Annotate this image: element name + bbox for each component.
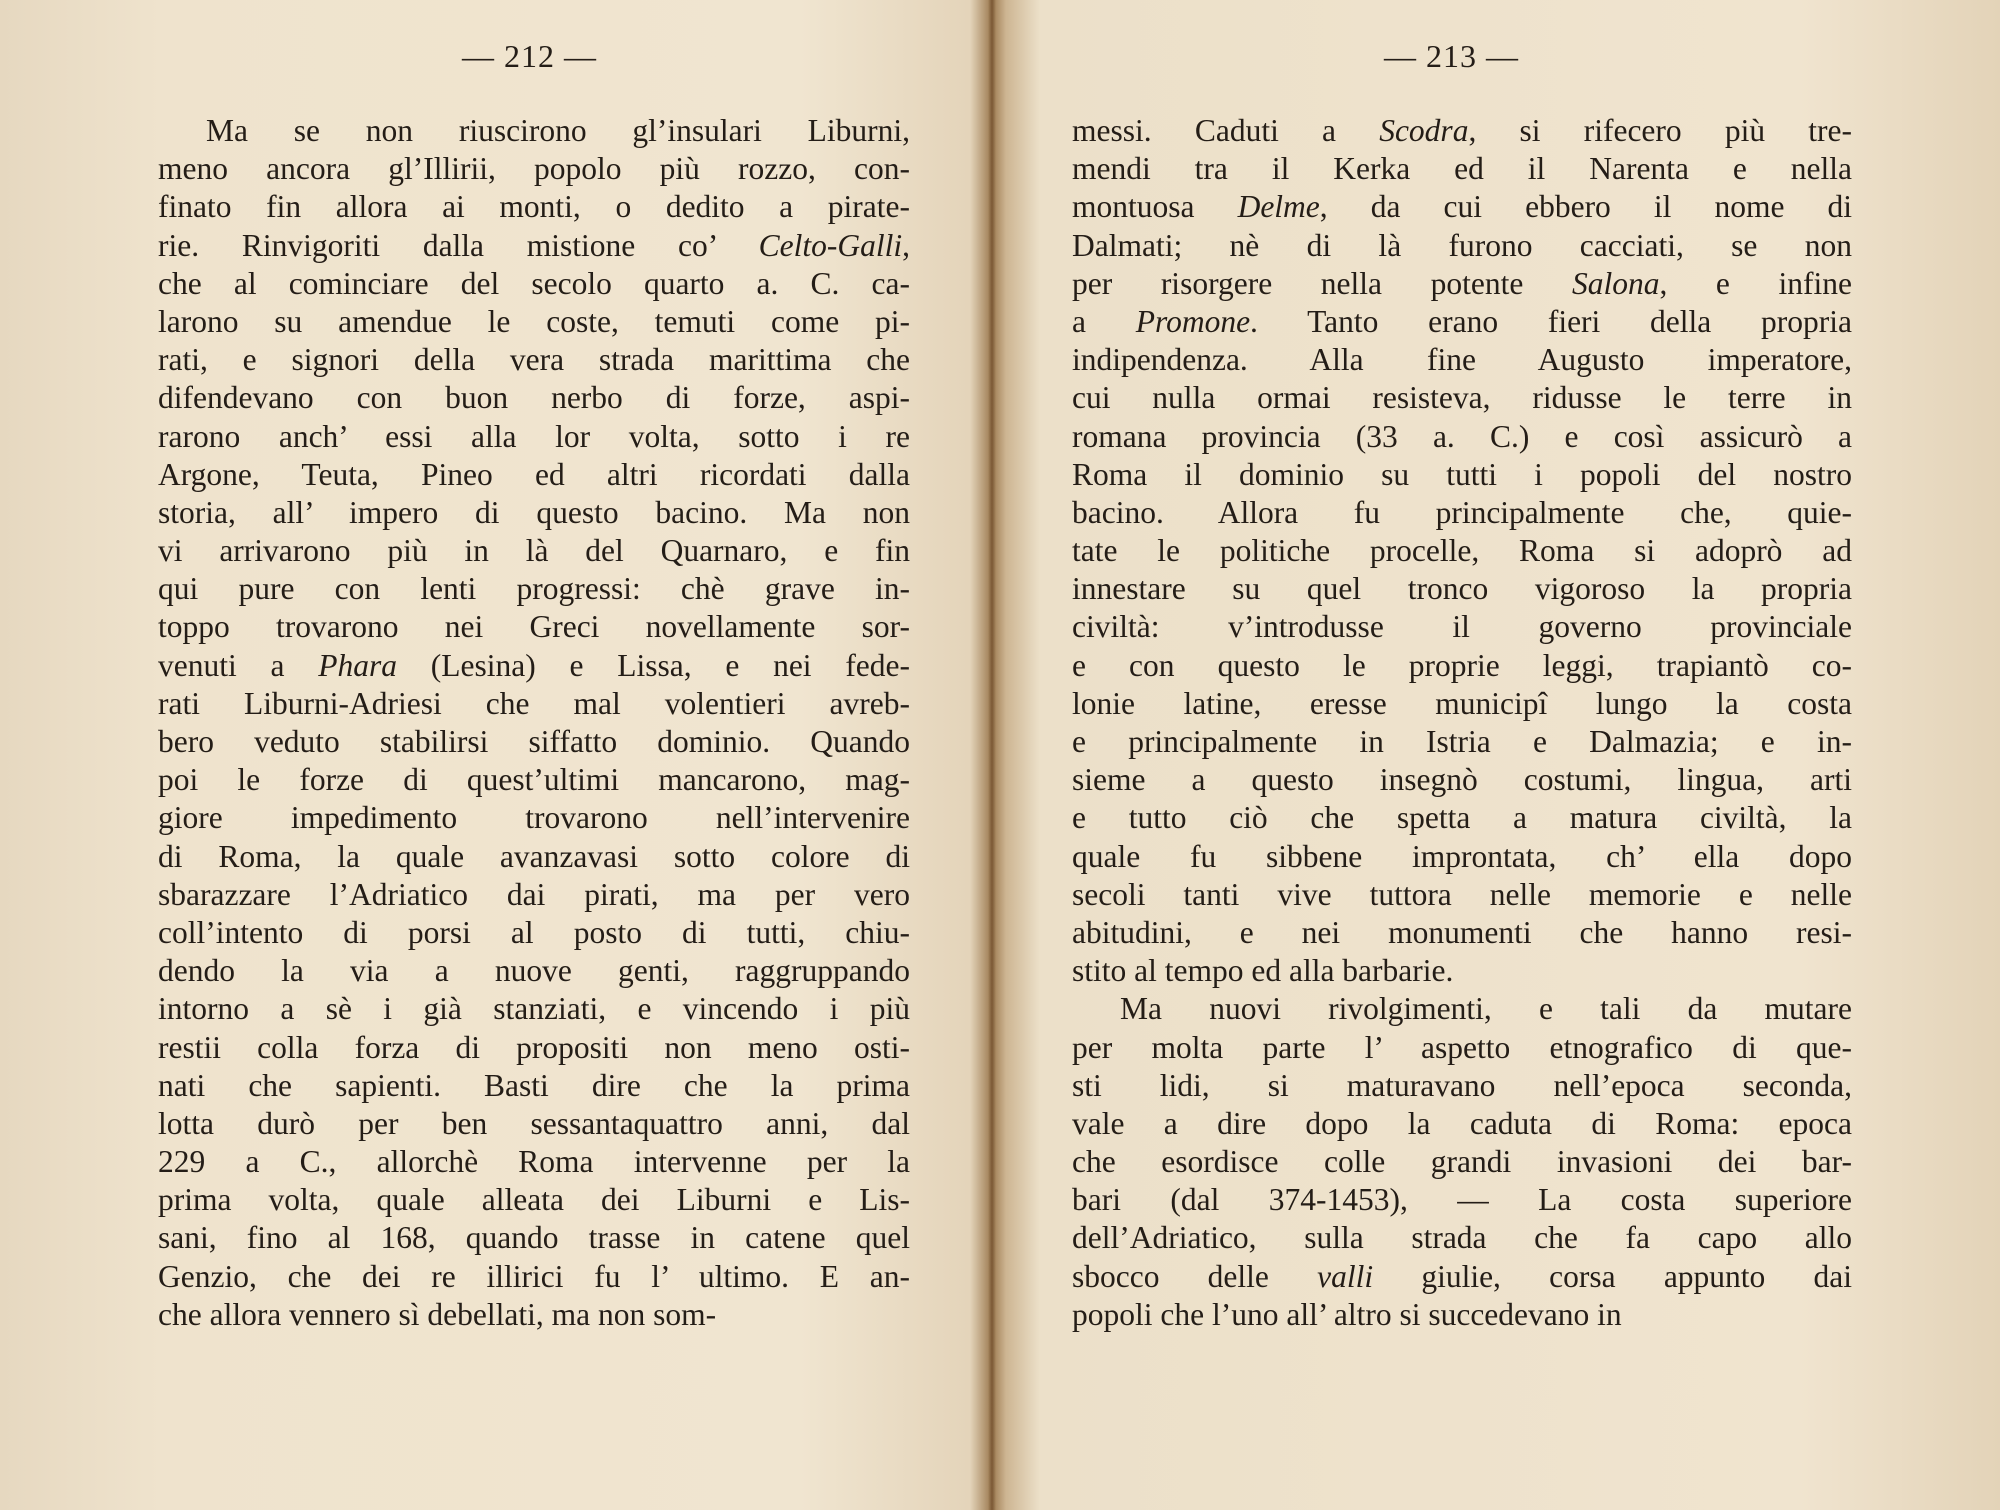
- text-line: venuti a Phara (Lesina) e Lissa, e nei fede-: [158, 647, 910, 683]
- text-line: dendo la via a nuove genti, raggruppando: [158, 953, 910, 989]
- text-line: e con questo le proprie leggi, trapiantò co-: [1072, 647, 1852, 683]
- text-line: toppo trovarono nei Greci novellamente sor-: [158, 609, 910, 645]
- text-line: sti lidi, si maturavano nell’epoca seconda,: [1072, 1067, 1852, 1103]
- text-line: sani, fino al 168, quando trasse in catene quel: [158, 1220, 910, 1256]
- text-line: montuosa Delme, da cui ebbero il nome di: [1072, 189, 1852, 225]
- text-line: e tutto ciò che spetta a matura civiltà, la: [1072, 800, 1852, 836]
- text-line: sbocco delle valli giulie, corsa appunto dai: [1072, 1258, 1852, 1294]
- text-line: per risorgere nella potente Salona, e infine: [1072, 265, 1852, 301]
- text-line: meno ancora gl’Illirii, popolo più rozzo, con-: [158, 151, 910, 187]
- text-line: civiltà: v’introdusse il governo provinciale: [1072, 609, 1852, 645]
- text-line: Roma il dominio su tutti i popoli del nostro: [1072, 456, 1852, 492]
- text-line: vale a dire dopo la caduta di Roma: epoca: [1072, 1105, 1852, 1141]
- text-line: intorno a sè i già stanziati, e vincendo i più: [158, 991, 910, 1027]
- text-line: storia, all’ impero di questo bacino. Ma non: [158, 494, 910, 530]
- text-line: per molta parte l’ aspetto etnografico di que-: [1072, 1029, 1852, 1065]
- text-line: Ma se non riuscirono gl’insulari Liburni,: [206, 113, 910, 148]
- text-line: lonie latine, eresse municipî lungo la costa: [1072, 685, 1852, 721]
- text-line: difendevano con buon nerbo di forze, aspi-: [158, 380, 910, 416]
- left-page: [0, 0, 990, 1510]
- text-line: rati Liburni-Adriesi che mal volentieri avreb-: [158, 685, 910, 721]
- text-line: stito al tempo ed alla barbarie.: [1072, 953, 1454, 989]
- text-line: qui pure con lenti progressi: chè grave in-: [158, 571, 910, 607]
- text-line: sbarazzare l’Adriatico dai pirati, ma per vero: [158, 876, 910, 912]
- text-line: di Roma, la quale avanzavasi sotto colore di: [158, 838, 910, 874]
- text-line: poi le forze di quest’ultimi mancarono, mag-: [158, 762, 910, 798]
- text-line: 229 a C., allorchè Roma intervenne per la: [158, 1144, 910, 1180]
- text-line: romana provincia (33 a. C.) e così assicurò a: [1072, 418, 1852, 454]
- text-line: nati che sapienti. Basti dire che la prima: [158, 1067, 910, 1103]
- text-line: Dalmati; nè di là furono cacciati, se non: [1072, 227, 1852, 263]
- text-line: quale fu sibbene improntata, ch’ ella dopo: [1072, 838, 1852, 874]
- text-line: lotta durò per ben sessantaquattro anni, dal: [158, 1105, 910, 1141]
- text-line: mendi tra il Kerka ed il Narenta e nella: [1072, 151, 1852, 187]
- text-line: abitudini, e nei monumenti che hanno resi-: [1072, 914, 1852, 950]
- text-line: indipendenza. Alla fine Augusto imperatore,: [1072, 342, 1852, 378]
- text-line: larono su amendue le coste, temuti come pi-: [158, 303, 910, 339]
- text-line: giore impedimento trovarono nell’intervenire: [158, 800, 910, 836]
- text-line: messi. Caduti a Scodra, si rifecero più tre-: [1072, 113, 1852, 148]
- text-line: bacino. Allora fu principalmente che, quie-: [1072, 494, 1852, 530]
- text-line: restii colla forza di propositi non meno osti-: [158, 1029, 910, 1065]
- text-line: secoli tanti vive tuttora nelle memorie e nelle: [1072, 876, 1852, 912]
- text-line: Argone, Teuta, Pineo ed altri ricordati dalla: [158, 456, 910, 492]
- text-line: cui nulla ormai resisteva, ridusse le terre in: [1072, 380, 1852, 416]
- text-line: Ma nuovi rivolgimenti, e tali da mutare: [1120, 991, 1852, 1027]
- text-line: dell’Adriatico, sulla strada che fa capo allo: [1072, 1220, 1852, 1256]
- right-page: [1000, 0, 2000, 1510]
- text-line: e principalmente in Istria e Dalmazia; e in-: [1072, 724, 1852, 759]
- page-number: — 213 —: [1384, 38, 1519, 74]
- text-line: prima volta, quale alleata dei Liburni e Lis-: [158, 1182, 910, 1218]
- text-line: sieme a questo insegnò costumi, lingua, arti: [1072, 762, 1852, 798]
- text-line: tate le politiche procelle, Roma si adoprò ad: [1072, 533, 1852, 569]
- text-line: che al cominciare del secolo quarto a. C. ca-: [158, 265, 910, 301]
- text-line: innestare su quel tronco vigoroso la propria: [1072, 571, 1852, 607]
- text-line: rarono anch’ essi alla lor volta, sotto i re: [158, 418, 910, 454]
- text-line: rati, e signori della vera strada marittima che: [158, 342, 910, 378]
- text-line: coll’intento di porsi al posto di tutti, chiu-: [158, 914, 910, 950]
- text-line: bari (dal 374-1453), — La costa superiore: [1072, 1182, 1852, 1218]
- text-line: vi arrivarono più in là del Quarnaro, e fin: [158, 533, 910, 569]
- text-line: rie. Rinvigoriti dalla mistione co’ Celto-Galli,: [158, 227, 910, 263]
- text-line: che allora vennero sì debellati, ma non som-: [158, 1296, 717, 1332]
- page-body-text: [1072, 112, 1852, 1334]
- text-line: che esordisce colle grandi invasioni dei bar-: [1072, 1144, 1852, 1180]
- text-line: Genzio, che dei re illirici fu l’ ultimo. E an-: [158, 1258, 910, 1294]
- text-line: a Promone. Tanto erano fieri della propria: [1072, 303, 1852, 339]
- text-line: popoli che l’uno all’ altro si succedevano in: [1072, 1296, 1622, 1332]
- page-body-text: [158, 112, 910, 1334]
- text-line: bero veduto stabilirsi siffatto dominio. Quando: [158, 724, 910, 759]
- text-line: finato fin allora ai monti, o dedito a pirate-: [158, 189, 910, 225]
- page-number: — 212 —: [462, 38, 597, 74]
